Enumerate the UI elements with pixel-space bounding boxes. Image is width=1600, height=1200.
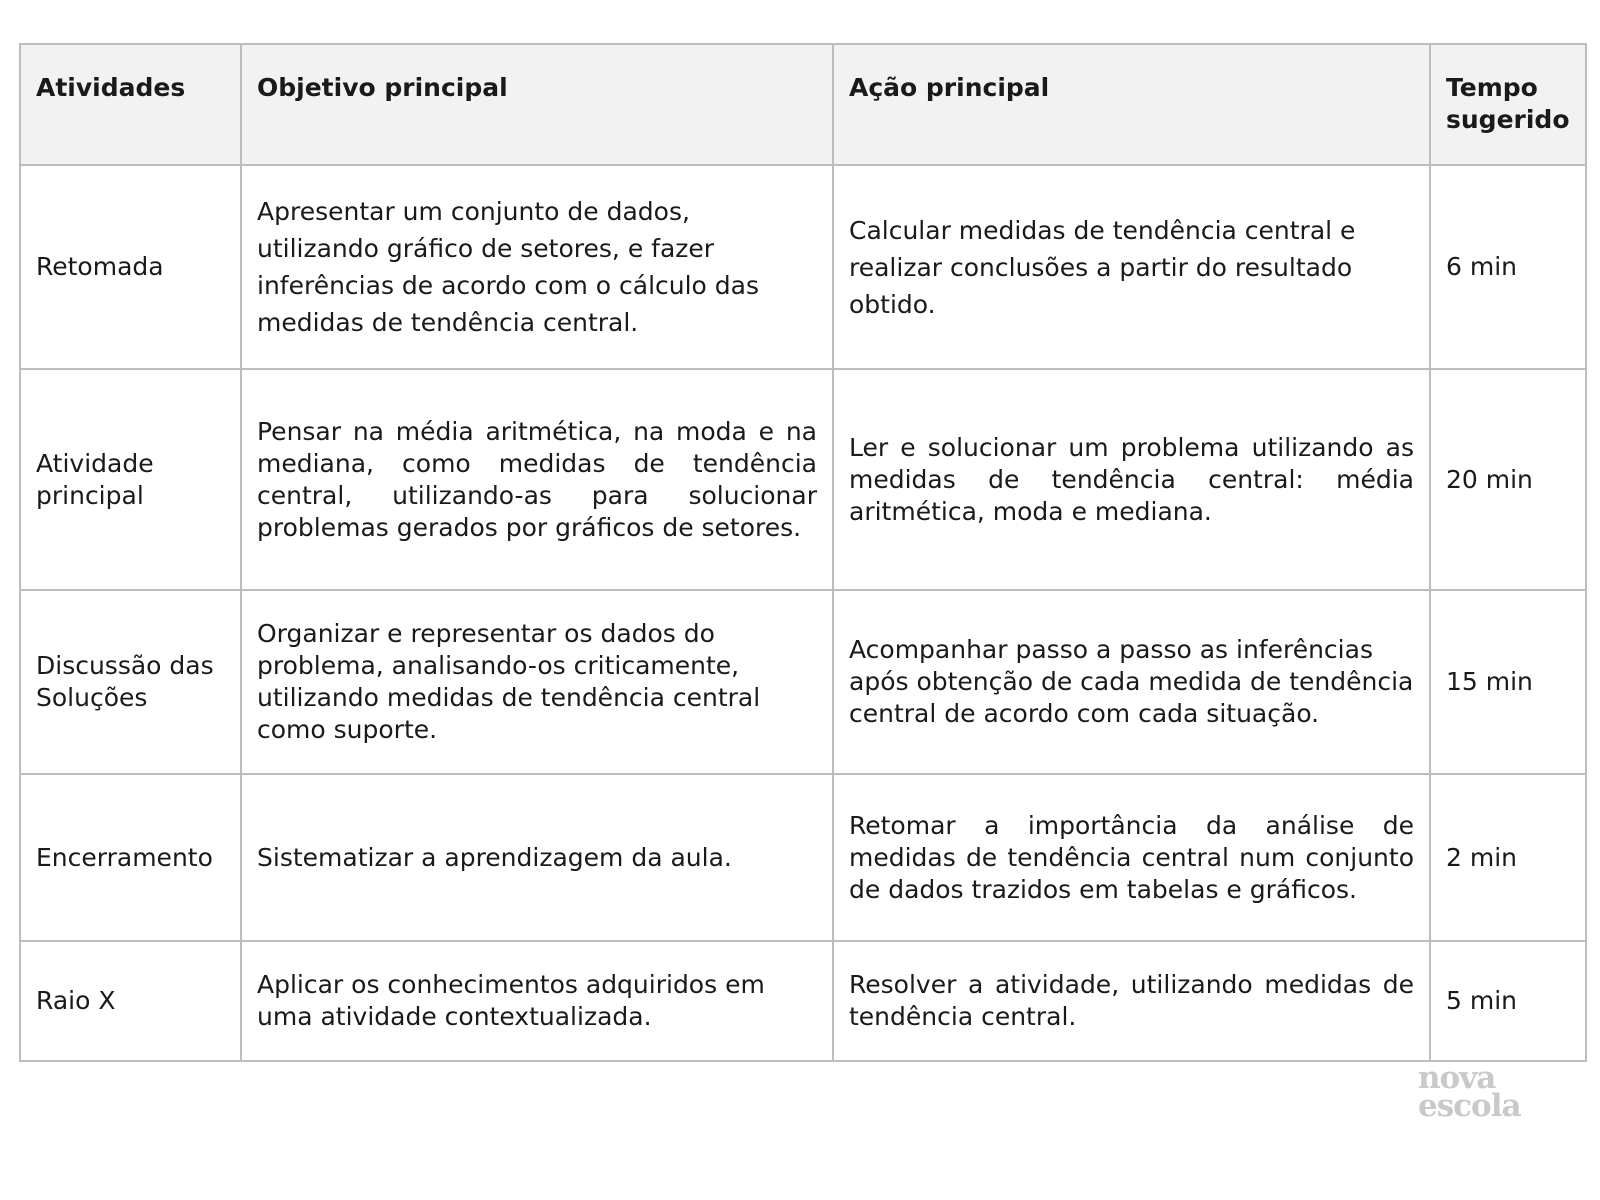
nova-escola-logo: [1418, 1060, 1521, 1124]
time-cell: 15 min: [1430, 590, 1586, 774]
table-row: [20, 165, 1586, 369]
header-acao: Ação principal: [833, 44, 1430, 165]
action-cell: Resolver a atividade, utilizando medidas de tendência central.: [833, 941, 1430, 1061]
time-cell: 6 min: [1430, 165, 1586, 369]
header-objetivo: Objetivo principal: [241, 44, 833, 165]
header-atividades: Atividades: [20, 44, 241, 165]
objective-cell: Organizar e representar os dados do problema, analisando-os criticamente, utilizando medidas de tendência central como suporte.: [241, 590, 833, 774]
logo-line-nova: nova: [1418, 1060, 1496, 1096]
action-cell: Retomar a importância da análise de medidas de tendência central num conjunto de dados trazidos em tabelas e gráficos.: [833, 774, 1430, 941]
table-row: [20, 941, 1586, 1061]
table-row: [20, 774, 1586, 941]
activity-cell: Raio X: [20, 941, 241, 1061]
activity-cell: Encerramento: [20, 774, 241, 941]
action-cell: Ler e solucionar um problema utilizando as medidas de tendência central: média aritmética, moda e mediana.: [833, 369, 1430, 590]
action-cell: Acompanhar passo a passo as inferências após obtenção de cada medida de tendência central de acordo com cada situação.: [833, 590, 1430, 774]
time-cell: 2 min: [1430, 774, 1586, 941]
activity-cell: Discussão das Soluções: [20, 590, 241, 774]
table-header-row: [20, 44, 1586, 165]
lesson-plan-table: [19, 43, 1587, 1062]
activity-cell: Atividade principal: [20, 369, 241, 590]
objective-cell: Aplicar os conhecimentos adquiridos em uma atividade contextualizada.: [241, 941, 833, 1061]
objective-cell: Pensar na média aritmética, na moda e na mediana, como medidas de tendência central, utilizando-as para solucionar problemas gerados por gráficos de setores.: [241, 369, 833, 590]
time-cell: 5 min: [1430, 941, 1586, 1061]
header-tempo: Tempo sugerido: [1430, 44, 1586, 165]
logo-line-escola: escola: [1418, 1088, 1521, 1124]
action-cell: Calcular medidas de tendência central e realizar conclusões a partir do resultado obtido.: [833, 165, 1430, 369]
table-row: [20, 369, 1586, 590]
objective-cell: Sistematizar a aprendizagem da aula.: [241, 774, 833, 941]
objective-cell: Apresentar um conjunto de dados, utilizando gráfico de setores, e fazer inferências de acordo com o cálculo das medidas de tendência central.: [241, 165, 833, 369]
activity-cell: Retomada: [20, 165, 241, 369]
table-row: [20, 590, 1586, 774]
time-cell: 20 min: [1430, 369, 1586, 590]
